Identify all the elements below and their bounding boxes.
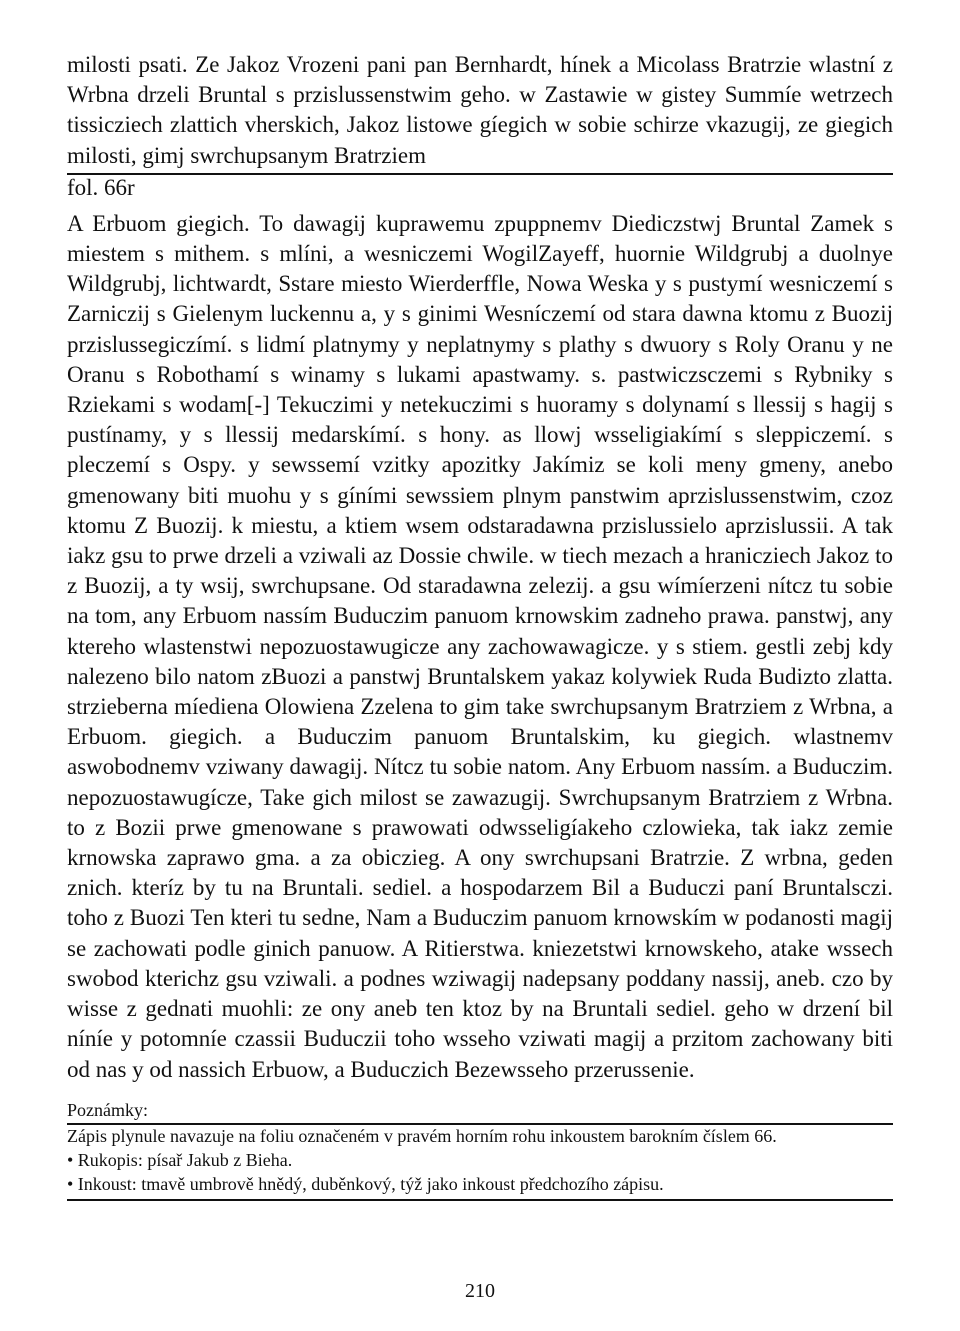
folio-marker: fol. 66r <box>67 174 135 200</box>
note-line: • Rukopis: písař Jakub z Bieha. <box>67 1149 293 1170</box>
note-line: Zápis plynule navazuje na foliu označeném v pravém horním rohu inkoustem barokním číslem 66. <box>67 1125 777 1146</box>
page-number: 210 <box>465 1280 495 1302</box>
document-page <box>67 50 893 1201</box>
notes-bottom-divider <box>67 1199 893 1201</box>
notes-heading: Poznámky: <box>67 1099 148 1120</box>
note-line: • Inkoust: tmavě umbrově hnědý, duběnkový, týž jako inkoust předchozího zápisu. <box>67 1173 664 1194</box>
main-paragraph: A Erbuom giegich. To dawagij kuprawemu zpuppnemv Diediczstwj Bruntal Zamek s miestem s mithem. s mlíni, a wesniczemi WogilZayeff, huornie Wildgrubj a duolnye Wildgrubj, lichtwardt, Sstare miesto Wierderffle, Nowa Weska y s pustymí wesniczemí s Zarniczij s Gielenym luckennu a, y s ginimi Wesníczemí od stara dawna ktomu z Buozij przislussegiczímí. s lidmí platnymy y neplatnymy s plathy s dwuory s Roly Oranu y ne Oranu s Robothamí s winamy s lukami apastwamy. s. pastwiczsczemi s Rybniky s Rziekami s wodam[-] Tekuczimi y netekuczimi s huoramy s dolynamí s llessij s hagij s pustínamy, y s llessij medarskímí. s hony. as llowj wsseligiakímí s sleppiczemí. s pleczemí s Ospy. y sewssemí vzitky apozitky Jakímiz se koli meny gmeny, anebo gmenowany biti muohu y s gíními sewssiem plnym panstwim aprzislussenstwim, czoz ktomu Z Buozij. k miestu, a ktiem wsem odstaradawna przislussielo aprzislussii. A tak iakz gsu to prwe drzeli a vziwali az Dossie chwile. w tiech mezach a hranicziech Jakoz to z Buozij, a ty wsij, swrchupsane. Od staradawna zelezij. a gsu wímíerzeni nítcz tu sobie na tom, any Erbuom nassím Buduczim panuom krnowskim zadneho prawa. panstwj, any ktereho wlastenstwi nepozuostawugicze any zachowawagicze. y s stiem. gestli zebj kdy nalezeno bilo natom zBuozi a panstwj Bruntalskem yakaz kolywiek Ruda Budizto zlatta. strzieberna míediena Olowiena Zzelena to gim take swrchupsanym Bratrziem z Wrbna, a Erbuom. giegich. a Buduczim panuom Bruntalskim, ku giegich. wlastnemv aswobodnemv vziwany dawagij. Nítcz tu sobie natom. Any Erbuom nassím. a Buduczim. nepozuostawugícze, Take gich milost se zawazugij. Swrchupsanym Bratrziem z Wrbna. to z Bozii prwe gmenowane s prawowati odwsseligíakeho czlowieka, tak iakz zemie krnowska zaprawo gma. a za obiczieg. A ony swrchupsani Bratrzie. Z wrbna, geden znich. kteríz by tu na Bruntali. sediel. a hospodarzem Bil a Buduczi paní Bruntalsczi. toho z Buozi Ten kteri tu sedne, Nam a Buduczim panuom krnowskím w podanosti magij se zachowati podle ginich panuow. A Ritierstwa. kniezetstwi krnowskeho, atake wssech swobod kterichz gsu vziwali. a podnes wziwagij nadepsany poddany nassij, aneb. czo by wisse z gednati muohli: ze ony aneb ten ktoz by na Bruntali sediel. geho w drzení bil níníe y potomníe czassii Buduczii toho wsseho vziwati magij a przitom zachowany biti od nas y od nassich Erbuow, a Buduczich Bezewsseho przerussenie. <box>67 210 893 1082</box>
opening-paragraph: milosti psati. Ze Jakoz Vrozeni pani pan Bernhardt, hínek a Micolass Bratrzie wlastní z Wrbna drzeli Bruntal s przislussenstwim geho. w Zastawie w gistey Summíe wetrzech tissicziech zlattich vherskich, Jakoz listowe gíegich w sobie schirze vkazugij, ze giegich milosti, gimj swrchupsanym Bratrziem <box>67 52 893 168</box>
notes-section <box>67 1099 893 1201</box>
